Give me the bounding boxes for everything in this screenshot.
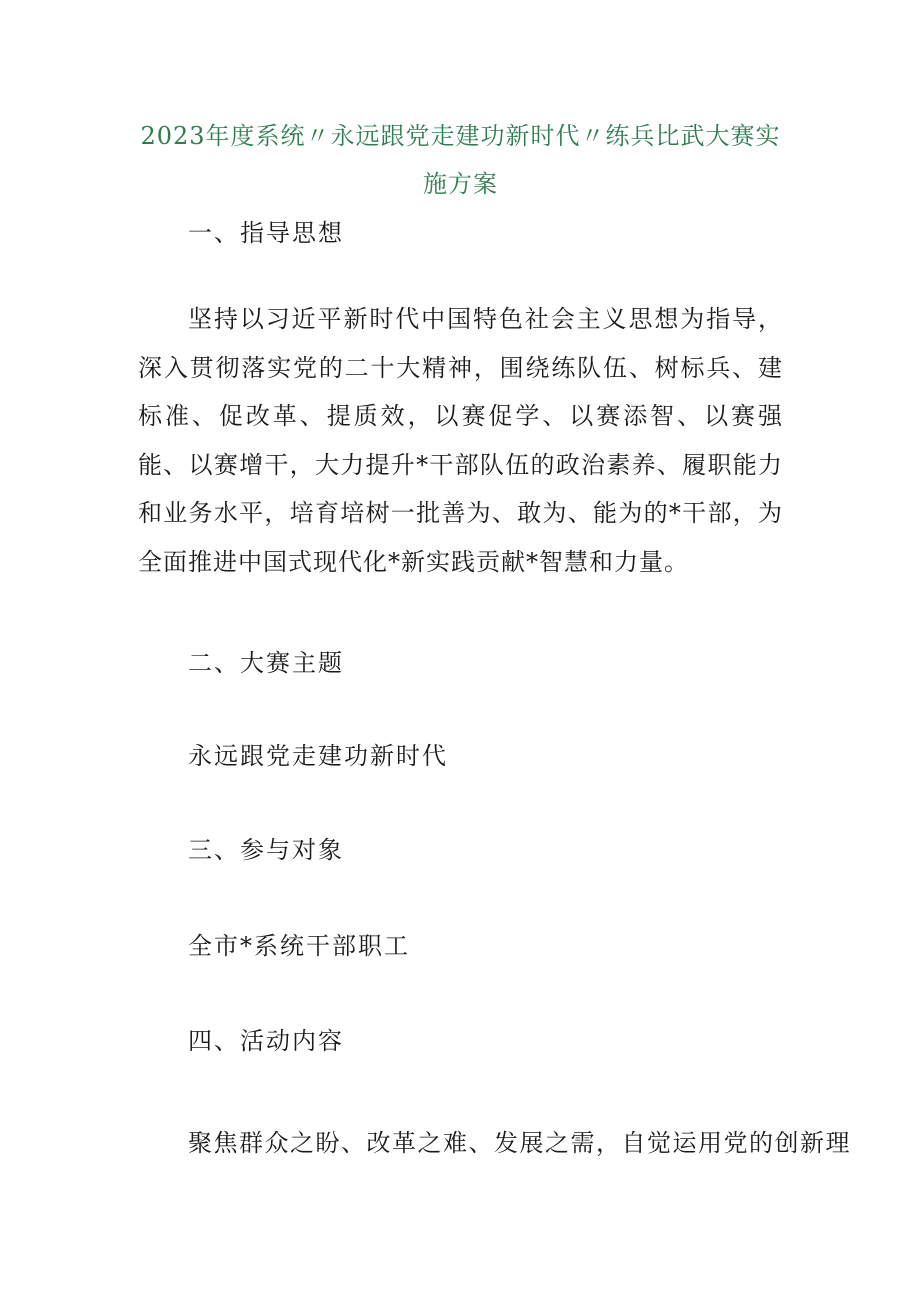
section-body-activity-content: 聚焦群众之盼、改革之难、发展之需，自觉运用党的创新理 xyxy=(188,1129,851,1157)
document-title: 2023年度系统〃永远跟党走建功新时代〃练兵比武大赛实施方案 xyxy=(140,122,781,198)
section-heading-participants: 三、参与对象 xyxy=(188,836,344,864)
section-heading-guiding-ideology: 一、指导思想 xyxy=(188,219,344,247)
section-heading-theme: 二、大赛主题 xyxy=(188,649,344,677)
section-heading-activity-content: 四、活动内容 xyxy=(188,1027,344,1055)
section-body-theme: 永远跟党走建功新时代 xyxy=(188,742,448,770)
section-body-participants: 全市*系统干部职工 xyxy=(188,932,410,960)
section-body-guiding-ideology: 坚持以习近平新时代中国特色社会主义思想为指导，深入贯彻落实党的二十大精神，围绕练队伍、树标兵、建标准、促改革、提质效，以赛促学、以赛添智、以赛强能、以赛增干，大力提升*干部队伍的政治素养、履职能力和业务水平，培育培树一批善为、敢为、能为的*干部，为全面推进中国式现代化*新实践贡献*智慧和力量。 xyxy=(138,305,783,576)
